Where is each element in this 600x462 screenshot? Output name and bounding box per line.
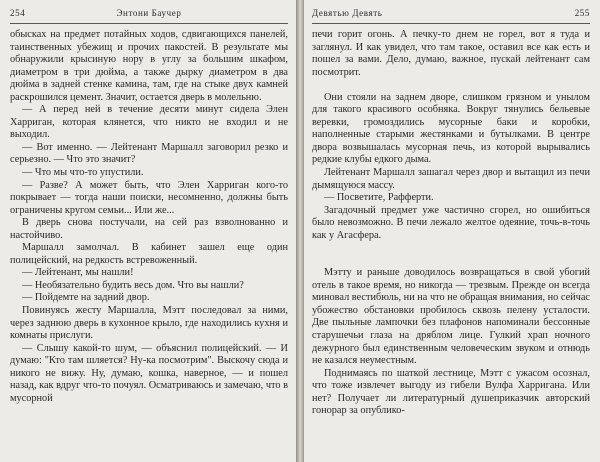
left-page — [0, 0, 296, 462]
book-gutter — [296, 0, 304, 462]
page-number: 254 — [10, 8, 26, 18]
paragraph: — Пойдемте на задний двор. — [22, 292, 150, 304]
paragraph: Загадочный предмет уже частично сгорел, но ошибиться было невозможно. В печи лежало желтое одеяние, точь-в-точь как у Агасфера. — [312, 204, 590, 241]
paragraph: — Слышу какой-то шум, — объяснил полицейский. — И думаю: "Кто там шляется? Ну-ка посмотрим". Выскочу сюда и никого не вижу. Ну, думаю, кошка, наверное, — и пошел назад, как вдруг что-то почуял. Осматриваюсь и замечаю, что в мусорной — [10, 342, 288, 404]
paragraph: — Необязательно будить весь дом. Что вы нашли? — [22, 279, 244, 291]
paragraph: Поднимаясь по шаткой лестнице, Мэтт с ужасом осознал, что тоже извлечет выгоду из гибели Вулфа Харригана. Или нет? Получает ли литературный душеприказчик авторский гонорар за опублико- — [312, 367, 590, 417]
page-number: 255 — [574, 8, 590, 18]
paragraph: печи горит огонь. А печку-то днем не горел, вот я туда и заглянул. И как увидел, что там такое, оставил все как есть и пошел за вами. Дело, думаю, важное, пускай лейтенант сам посмотрит. — [312, 29, 590, 78]
paragraph: — Вот именно. — Лейтенант Маршалл заговорил резко и серьезно. — Что это значит? — [10, 141, 288, 166]
paragraph: — Лейтенант, мы нашли! — [22, 267, 134, 279]
left-page-text — [10, 29, 288, 405]
right-page-text — [312, 29, 590, 418]
paragraph: — Что мы что-то упустили. — [22, 167, 144, 179]
right-page — [304, 0, 600, 462]
paragraph: Маршалл замолчал. В кабинет зашел еще один полицейский, на редкость встревоженный. — [10, 242, 288, 266]
paragraph: — Посветите, Рафферти. — [324, 192, 434, 204]
left-page-header — [10, 8, 288, 24]
paragraph: — А перед ней в течение десяти минут сидела Элен Харриган, которая клянется, что никто не входил и не выходил. — [10, 104, 288, 141]
running-head: Девятью Девять — [312, 8, 383, 18]
paragraph: обысках на предмет потайных ходов, сдвигающихся панелей, таинственных убежищ и прочих пакостей. В результате мы обнаружили крысиную нору в углу за большим шкафом, диаметром в три дюйма, а также дырку диаметром в два дюйма в задней стенке камина, там, где на стыке двух камней раскрошился цемент. Значит, остается дверь в молельню. — [10, 29, 288, 103]
paragraph: — Разве? А может быть, что Элен Харриган кого-то покрывает — тогда наши поиски, несомненно, должны быть ограничены кругом семьи... Или же... — [10, 179, 288, 216]
paragraph: Они стояли на заднем дворе, слишком грязном и унылом для такого красивого особняка. Вокруг тянулись бельевые веревки, громоздились мусорные баки и коробки, наполненные старыми жестянками и бутылками. В центре двора возвышалась мусорная печь, из которой вырывались редкие клубы едкого дыма. — [312, 91, 590, 166]
paragraph: Повинуясь жесту Маршалла, Мэтт последовал за ними, через заднюю дверь в кухонное крыло, где находились кухня и комнаты прислуги. — [10, 305, 288, 342]
paragraph: Мэтту и раньше доводилось возвращаться в свой убогий отель в такое время, но никогда — трезвым. Прежде он всегда миновал вестибюль, ни на что не обращая внимания, но сейчас убожество обстановки пробилось сквозь пелену усталости. Две пыльные лампочки без плафонов напоминали бессонные старушечьи глаза на дряблом лице. Гулкий храп ночного дежурного был единственным человеческим звуком и отнюдь не казался неуместным. — [312, 267, 590, 367]
paragraph: Лейтенант Маршалл зашагал через двор и вытащил из печи дымящуюся массу. — [312, 166, 590, 191]
running-head: Энтони Баучер — [116, 8, 182, 18]
paragraph: В дверь снова постучали, на сей раз взволнованно и настойчиво. — [10, 217, 288, 241]
right-page-header — [312, 8, 590, 24]
